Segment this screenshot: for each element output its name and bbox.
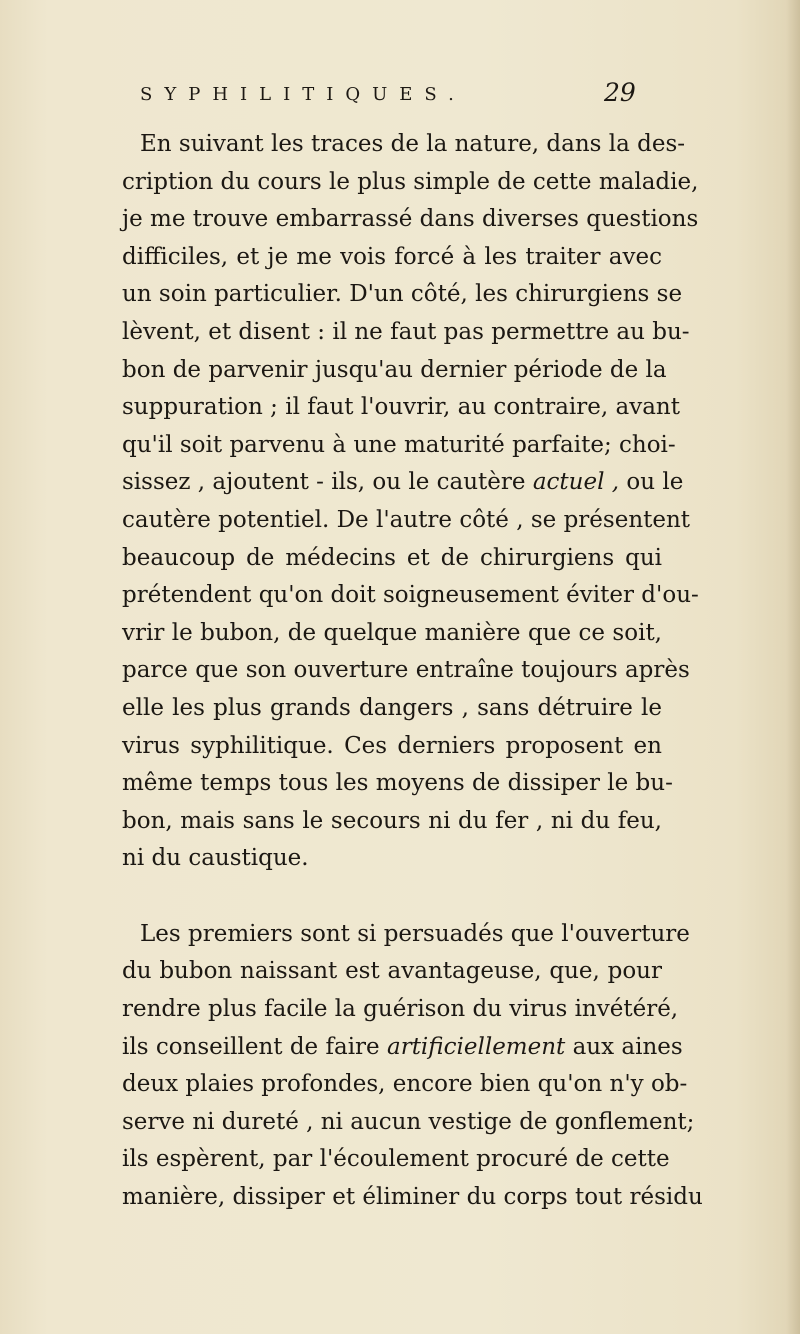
- italic-term-actuel: actuel ,: [532, 469, 620, 496]
- text-line: beaucoup de médecins et de chirurgiens qui: [122, 544, 662, 571]
- text-segment: ou le: [619, 469, 684, 496]
- paragraph-2: [122, 916, 703, 1217]
- text-line: prétendent qu'on doit soigneusement éviter d'ou-: [122, 582, 699, 609]
- text-line: serve ni dureté , ni aucun vestige de gonflement;: [122, 1108, 695, 1135]
- paragraph-gap: [122, 878, 662, 916]
- text-line-with-italic: [122, 1029, 683, 1067]
- text-line: manière, dissiper et éliminer du corps tout résidu: [122, 1184, 703, 1211]
- text-segment: sissez , ajoutent - ils, ou le cautère: [122, 469, 533, 496]
- text-line: difficiles, et je me vois forcé à les traiter avec: [122, 243, 662, 270]
- text-line: bon de parvenir jusqu'au dernier période de la: [122, 356, 667, 383]
- text-segment: ils conseillent de faire: [122, 1033, 387, 1060]
- text-line: deux plaies profondes, encore bien qu'on n'y ob-: [122, 1071, 688, 1098]
- text-line: cription du cours le plus simple de cette maladie,: [122, 168, 699, 195]
- text-line: cautère potentiel. De l'autre côté , se présentent: [122, 506, 691, 533]
- text-segment: aux aines: [565, 1033, 683, 1060]
- text-line: rendre plus facile la guérison du virus invétéré,: [122, 996, 679, 1023]
- text-line: Les premiers sont si persuadés que l'ouverture: [140, 920, 690, 947]
- paragraph-1: [122, 126, 699, 878]
- text-line: du bubon naissant est avantageuse, que, pour: [122, 958, 662, 985]
- page-edge-shadow: [786, 0, 800, 1334]
- text-line: elle les plus grands dangers , sans détruire le: [122, 694, 662, 721]
- text-line: parce que son ouverture entraîne toujours après: [122, 657, 690, 684]
- text-line: suppuration ; il faut l'ouvrir, au contraire, avant: [122, 394, 680, 421]
- text-line: un soin particulier. D'un côté, les chirurgiens se: [122, 281, 683, 308]
- text-line: virus syphilitique. Ces derniers proposent en: [122, 732, 662, 759]
- text-line: même temps tous les moyens de dissiper le bu-: [122, 770, 673, 797]
- text-line: En suivant les traces de la nature, dans la des-: [140, 131, 686, 157]
- text-line-with-italic: [122, 464, 684, 502]
- body-text: [122, 126, 703, 1217]
- text-line: bon, mais sans le secours ni du fer , ni du feu,: [122, 807, 662, 834]
- text-line: vrir le bubon, de quelque manière que ce soit,: [122, 619, 662, 646]
- text-line: qu'il soit parvenu à une maturité parfaite; choi-: [122, 431, 676, 458]
- text-line: ni du caustique.: [122, 845, 309, 872]
- running-head: SYPHILITIQUES.: [140, 84, 466, 105]
- italic-term-artificiellement: artificiellement: [386, 1033, 566, 1060]
- page-number: 29: [604, 78, 636, 107]
- text-line: ils espèrent, par l'écoulement procuré de cette: [122, 1146, 670, 1173]
- text-line: je me trouve embarrassé dans diverses questions: [122, 206, 699, 233]
- text-line: lèvent, et disent : il ne faut pas permettre au bu-: [122, 318, 690, 345]
